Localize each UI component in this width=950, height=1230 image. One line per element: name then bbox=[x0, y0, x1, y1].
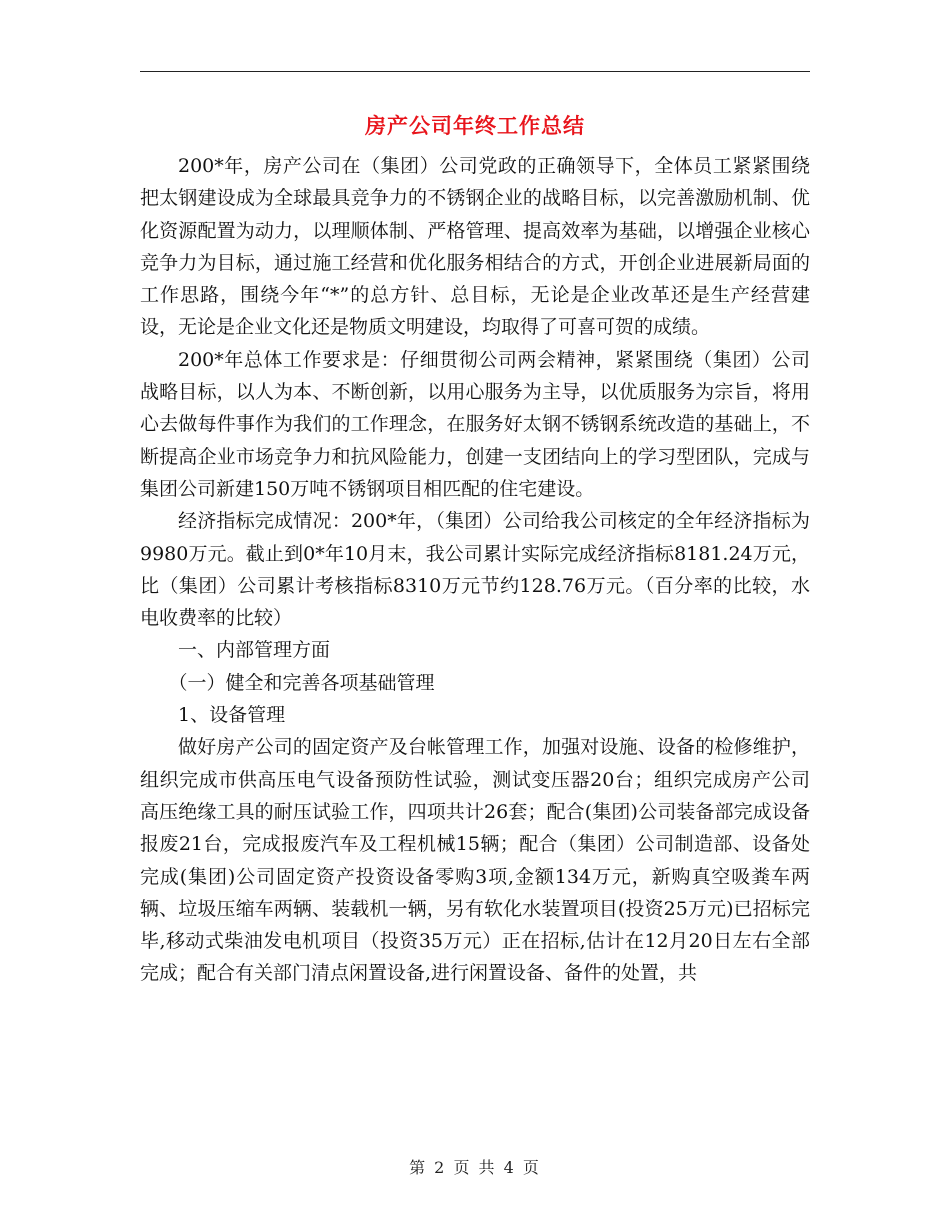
document-title: 房产公司年终工作总结 bbox=[365, 113, 585, 138]
paragraph-intro: 200*年，房产公司在（集团）公司党政的正确领导下，全体员工紧紧围绕把太钢建设成为全球最具竞争力的不锈钢企业的战略目标，以完善激励机制、优化资源配置为动力，以理顺体制、严格管理、提高效率为基础，以增强企业核心竞争力为目标，通过施工经营和优化服务相结合的方式，开创企业进展新局面的工作思路，围绕今年“*”的总方针、总目标，无论是企业改革还是生产经营建设，无论是企业文化还是物质文明建设，均取得了可喜可贺的成绩。 bbox=[140, 155, 810, 339]
paragraph-equipment: 做好房产公司的固定资产及台帐管理工作，加强对设施、设备的检修维护，组织完成市供高压电气设备预防性试验，测试变压器20台；组织完成房产公司高压绝缘工具的耐压试验工作，四项共计26套；配合(集团)公司装备部完成设备报废21台，完成报废汽车及工程机械15辆；配合（集团）公司制造部、设备处完成(集团)公司固定资产投资设备零购3项,金额134万元，新购真空吸粪车两辆、垃圾压缩车两辆、装载机一辆，另有软化水装置项目(投资25万元)已招标完毕,移动式柴油发电机项目（投资35万元）正在招标,估计在12月20日左右全部完成；配合有关部门清点闲置设备,进行闲置设备、备件的处置，共 bbox=[140, 736, 810, 985]
paragraph-requirements: 200*年总体工作要求是：仔细贯彻公司两会精神，紧紧围绕（集团）公司战略目标，以人为本、不断创新，以用心服务为主导，以优质服务为宗旨，将用心去做每件事作为我们的工作理念，在服务好太钢不锈钢系统改造的基础上，不断提高企业市场竞争力和抗风险能力，创建一支团结向上的学习型团队，完成与集团公司新建150万吨不锈钢项目相匹配的住宅建设。 bbox=[140, 348, 810, 500]
section-heading: 一、内部管理方面 bbox=[178, 639, 331, 662]
page-number: 第 2 页 共 4 页 bbox=[409, 1158, 541, 1177]
header-rule bbox=[140, 71, 810, 72]
paragraph-economic-indicators: 经济指标完成情况：200*年，（集团）公司给我公司核定的全年经济指标为9980万元。截止到0*年10月末，我公司累计实际完成经济指标8181.24万元，比（集团）公司累计考核指标8310万元节约128.76万元。（百分率的比较，水电收费率的比较） bbox=[140, 510, 810, 630]
document-body bbox=[140, 150, 810, 990]
subsection-heading: （一）健全和完善各项基础管理 bbox=[168, 671, 435, 694]
item-heading: 1、设备管理 bbox=[178, 704, 286, 727]
